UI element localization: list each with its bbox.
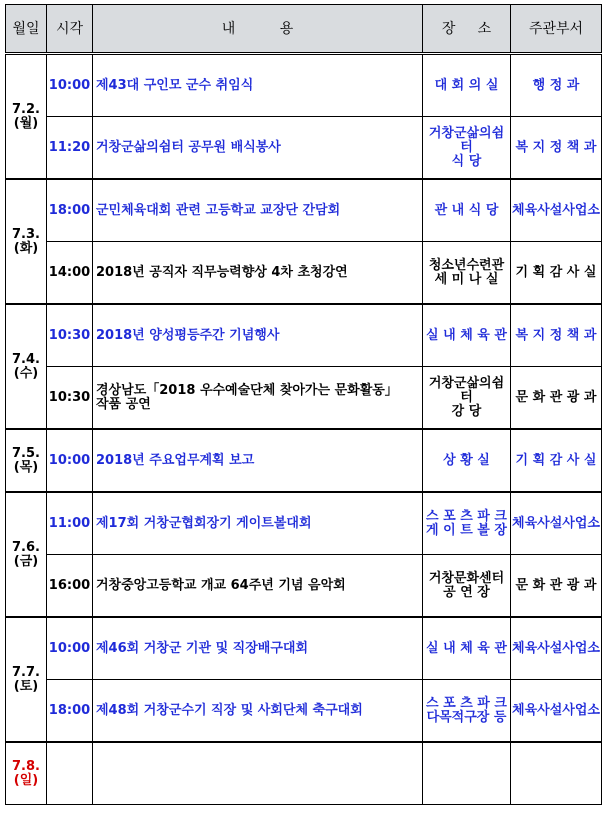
event-time-cell: 10:00: [47, 54, 93, 117]
event-place-cell: 거창군삶의쉼터 식 당: [423, 117, 511, 180]
event-place-cell: 거창군삶의쉼터 강 당: [423, 367, 511, 430]
event-dept-cell: 기 획 감 사 실: [511, 429, 602, 492]
event-place-cell: 거창문화센터 공 연 장: [423, 555, 511, 618]
day-date-cell: 7.3. (화): [6, 179, 47, 304]
event-time-cell: 18:00: [47, 179, 93, 242]
event-dept-cell: 체육사설사업소: [511, 179, 602, 242]
event-dept-cell: 문 화 관 광 과: [511, 367, 602, 430]
event-dept-cell: 복 지 정 책 과: [511, 304, 602, 367]
event-place-cell: 청소년수련관 세 미 나 실: [423, 242, 511, 305]
schedule-row: [6, 367, 602, 430]
header-row: [6, 5, 602, 54]
event-time-cell: [47, 742, 93, 805]
event-time-cell: 11:20: [47, 117, 93, 180]
event-place-cell: 상 황 실: [423, 429, 511, 492]
schedule-row: [6, 242, 602, 305]
event-place-cell: 스 포 츠 파 크 게 이 트 볼 장: [423, 492, 511, 555]
event-dept-cell: 기 획 감 사 실: [511, 242, 602, 305]
schedule-row: [6, 492, 602, 555]
day-date-cell: 7.7. (토): [6, 617, 47, 742]
event-time-cell: 11:00: [47, 492, 93, 555]
event-time-cell: 10:00: [47, 617, 93, 680]
schedule-row: [6, 680, 602, 743]
event-dept-cell: 체육사설사업소: [511, 617, 602, 680]
schedule-row: [6, 555, 602, 618]
schedule-table: [5, 4, 602, 805]
event-dept-cell: [511, 742, 602, 805]
header-dept: 주관부서: [511, 5, 602, 54]
event-place-cell: 스 포 츠 파 크 다목적구장 등: [423, 680, 511, 743]
header-time: 시각: [47, 5, 93, 54]
event-dept-cell: 체육사설사업소: [511, 680, 602, 743]
event-dept-cell: 체육사설사업소: [511, 492, 602, 555]
event-content-cell: 2018년 양성평등주간 기념행사: [93, 304, 423, 367]
event-content-cell: 거창군삶의쉼터 공무원 배식봉사: [93, 117, 423, 180]
day-date-cell: 7.4. (수): [6, 304, 47, 429]
schedule-row: [6, 304, 602, 367]
schedule-row: [6, 617, 602, 680]
header-date: 월일: [6, 5, 47, 54]
event-content-cell: 2018년 주요업무계획 보고: [93, 429, 423, 492]
schedule-row: [6, 742, 602, 805]
event-place-cell: 실 내 체 육 관: [423, 617, 511, 680]
event-time-cell: 18:00: [47, 680, 93, 743]
event-content-cell: 2018년 공직자 직무능력향상 4차 초청강연: [93, 242, 423, 305]
event-content-cell: 경상남도「2018 우수예술단체 찾아가는 문화활동」 작품 공연: [93, 367, 423, 430]
event-place-cell: 대 회 의 실: [423, 54, 511, 117]
event-dept-cell: 문 화 관 광 과: [511, 555, 602, 618]
schedule-row: [6, 117, 602, 180]
schedule-row: [6, 54, 602, 117]
day-date-cell: 7.2. (월): [6, 54, 47, 180]
day-date-cell: 7.6. (금): [6, 492, 47, 617]
event-dept-cell: 복 지 정 책 과: [511, 117, 602, 180]
event-time-cell: 10:00: [47, 429, 93, 492]
event-content-cell: 군민체육대회 관련 고등학교 교장단 간담회: [93, 179, 423, 242]
event-place-cell: 실 내 체 육 관: [423, 304, 511, 367]
event-time-cell: 16:00: [47, 555, 93, 618]
schedule-row: [6, 179, 602, 242]
event-content-cell: 제48회 거창군수기 직장 및 사회단체 축구대회: [93, 680, 423, 743]
event-content-cell: 제46회 거창군 기관 및 직장배구대회: [93, 617, 423, 680]
event-content-cell: 거창중앙고등학교 개교 64주년 기념 음악회: [93, 555, 423, 618]
event-content-cell: [93, 742, 423, 805]
header-place: 장 소: [423, 5, 511, 54]
header-content: 내 용: [93, 5, 423, 54]
event-content-cell: 제43대 구인모 군수 취임식: [93, 54, 423, 117]
event-time-cell: 10:30: [47, 367, 93, 430]
day-date-cell: 7.8. (일): [6, 742, 47, 805]
event-time-cell: 14:00: [47, 242, 93, 305]
event-place-cell: 관 내 식 당: [423, 179, 511, 242]
event-dept-cell: 행 정 과: [511, 54, 602, 117]
event-place-cell: [423, 742, 511, 805]
event-time-cell: 10:30: [47, 304, 93, 367]
day-date-cell: 7.5. (목): [6, 429, 47, 492]
event-content-cell: 제17회 거창군협회장기 게이트볼대회: [93, 492, 423, 555]
schedule-row: [6, 429, 602, 492]
